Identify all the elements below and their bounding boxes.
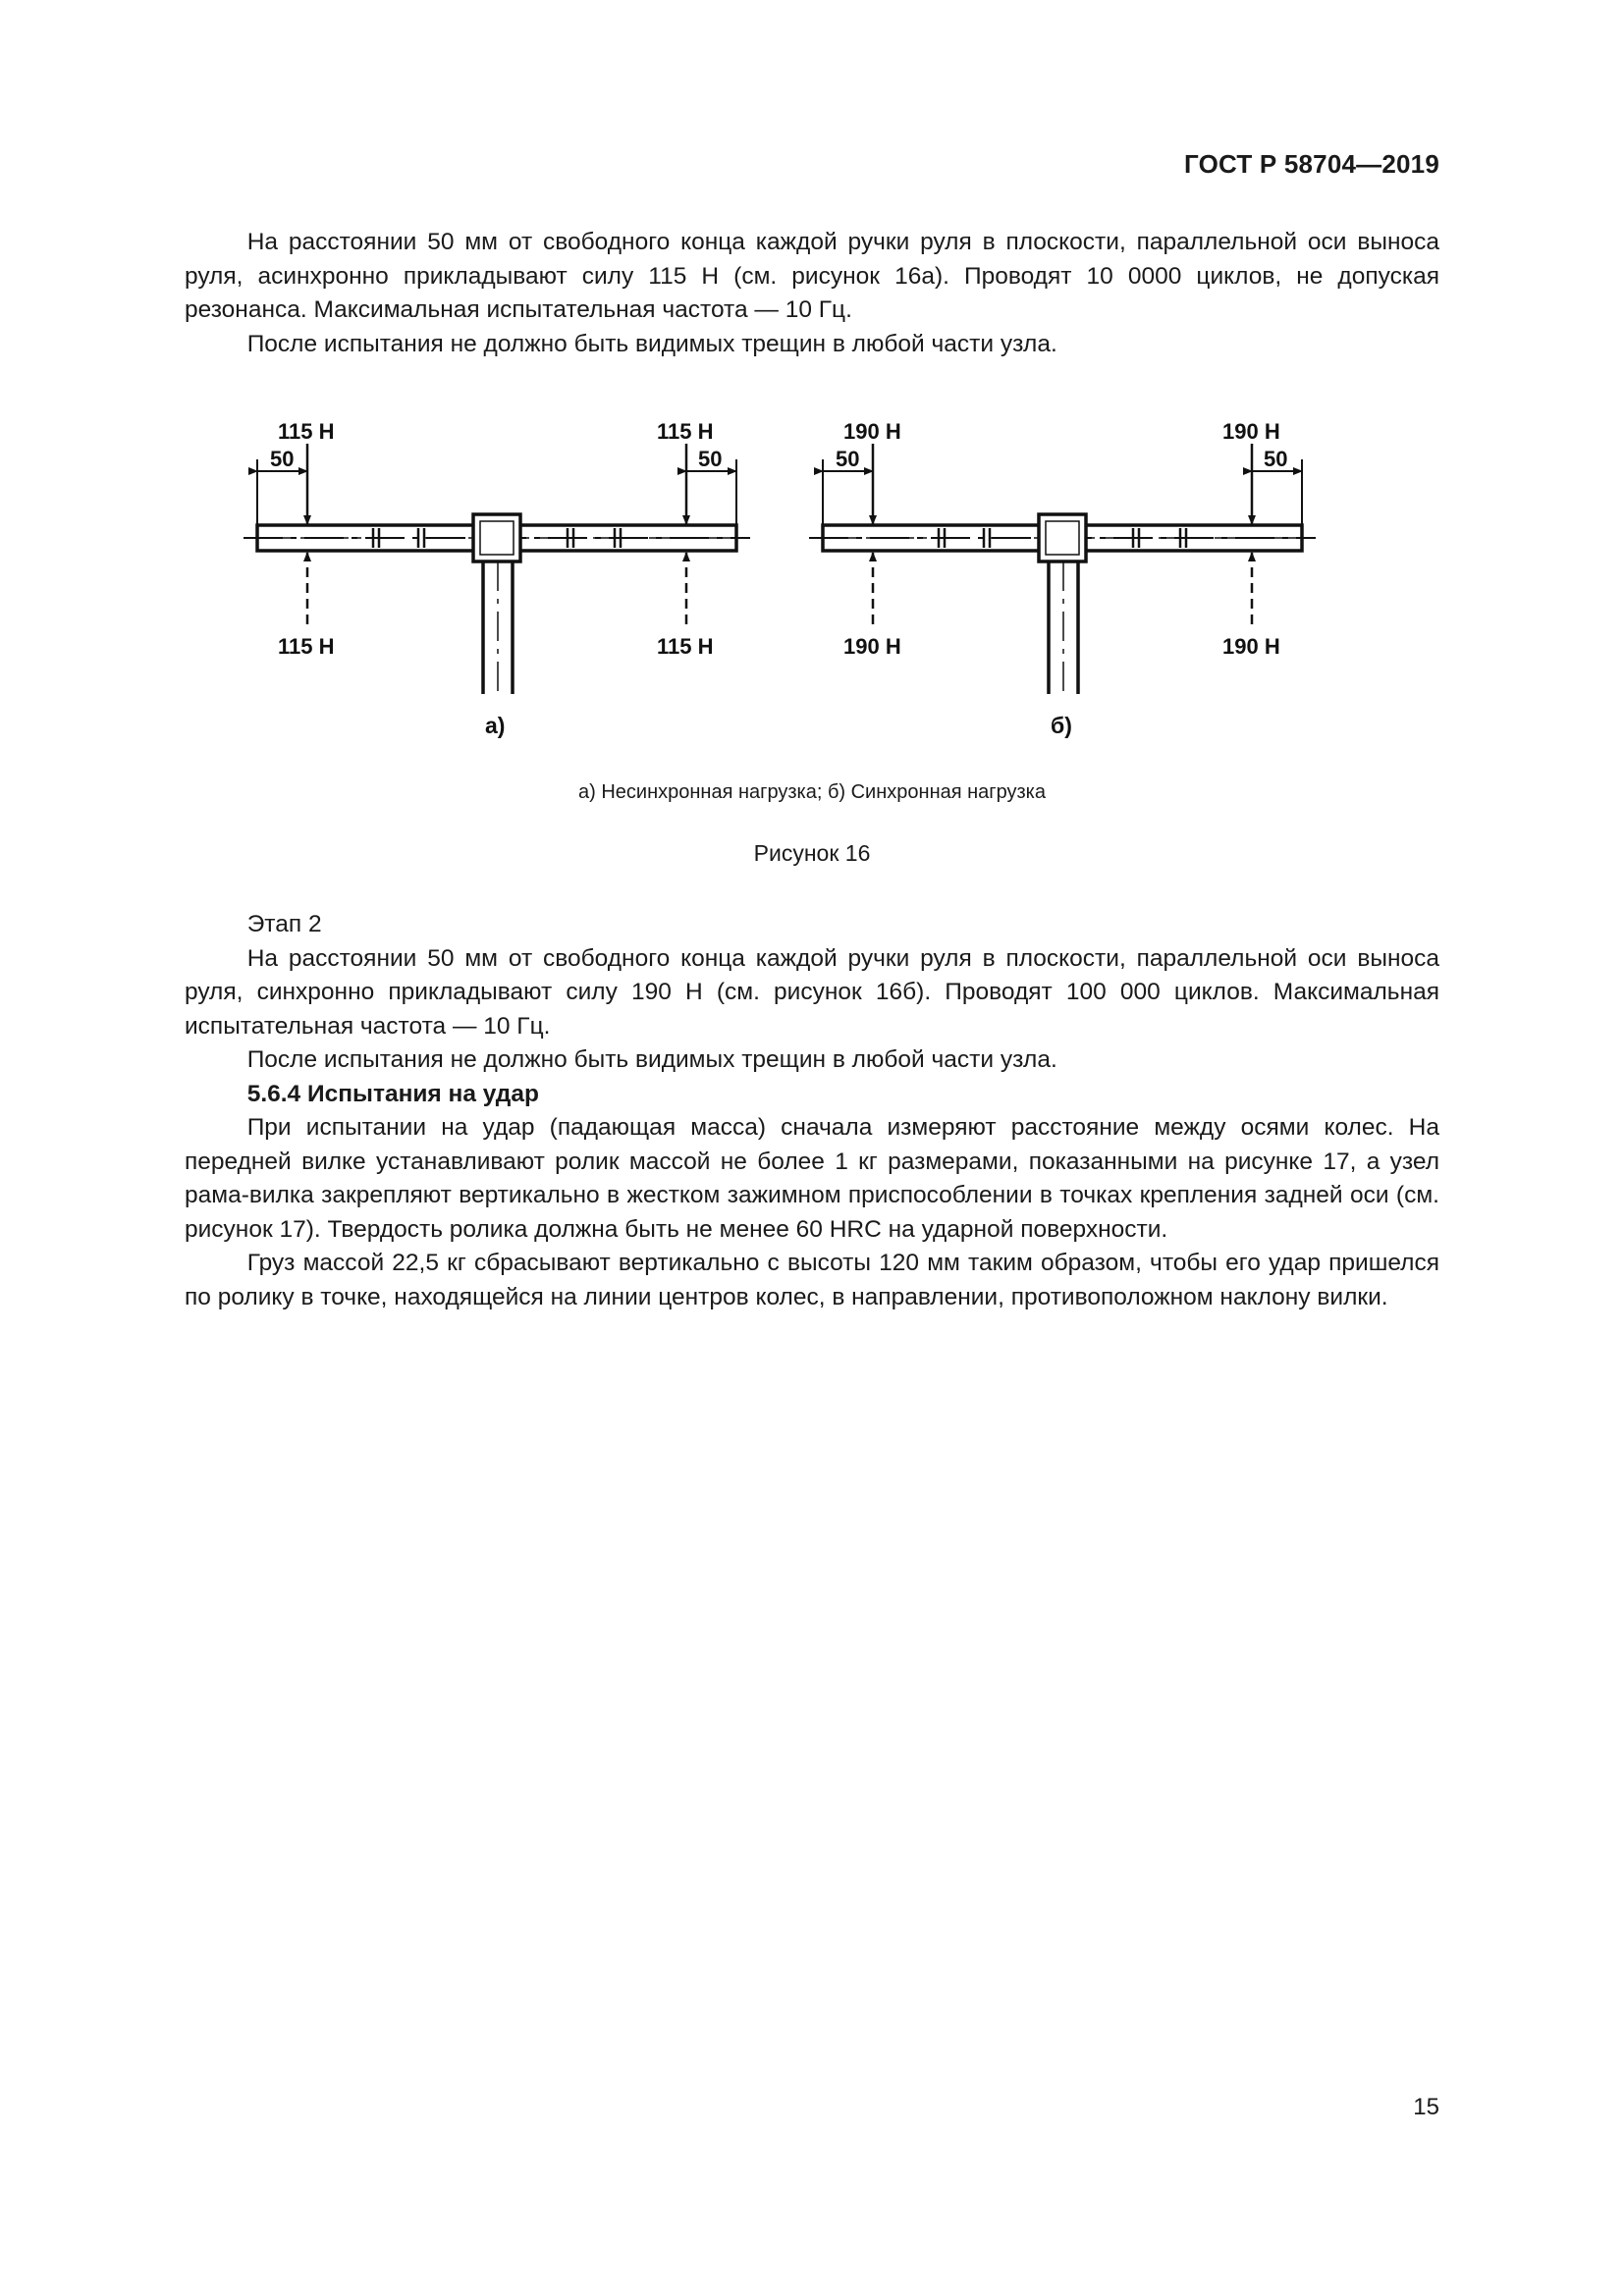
subfigure-label-b: б)	[1051, 713, 1072, 738]
force-label-top-right: 115 Н	[657, 419, 714, 444]
dimension-label-left: 50	[270, 447, 295, 471]
force-label-bottom-left: 190 Н	[843, 634, 901, 659]
text-block-lower	[185, 908, 1439, 1314]
stage-heading: Этап 2	[246, 911, 322, 937]
paragraph: Груз массой 22,5 кг сбрасывают вертикально с высоты 120 мм таким образом, чтобы его удар пришелся по ролику в точке, находящейся на линии центров колес, в направлении, противоположном наклону вилки.	[185, 1250, 1439, 1310]
subfigure-a	[244, 419, 750, 738]
force-label-bottom-left: 115 Н	[278, 634, 335, 659]
force-label-bottom-right: 190 Н	[1222, 634, 1280, 659]
force-label-bottom-right: 115 Н	[657, 634, 714, 659]
paragraph: На расстоянии 50 мм от свободного конца каждой ручки руля в плоскости, параллельной оси выноса руля, асинхронно прикладывают силу 115 Н (см. рисунок 16а). Проводят 10 0000 циклов, не допуская резонанса. Максимальная испытательная частота — 10 Гц.	[185, 229, 1439, 323]
dimension-label-right: 50	[1264, 447, 1288, 471]
text-block-upper	[185, 226, 1439, 361]
subfigure-label-a: а)	[485, 713, 506, 738]
figure-16	[0, 402, 1624, 775]
figure-title: Рисунок 16	[753, 840, 871, 866]
subfigure-b	[809, 419, 1316, 738]
figure-caption: а) Несинхронная нагрузка; б) Синхронная нагрузка	[578, 781, 1046, 803]
force-label-top-left: 190 Н	[843, 419, 901, 444]
paragraph: После испытания не должно быть видимых трещин в любой части узла.	[246, 330, 1057, 357]
dimension-label-right: 50	[698, 447, 723, 471]
paragraph: После испытания не должно быть видимых трещин в любой части узла.	[246, 1046, 1057, 1073]
force-label-top-left: 115 Н	[278, 419, 335, 444]
page-number: 15	[1413, 2094, 1439, 2120]
force-label-top-right: 190 Н	[1222, 419, 1280, 444]
figure-16-drawing	[0, 402, 1624, 775]
paragraph: При испытании на удар (падающая масса) сначала измеряют расстояние между осями колес. На передней вилке устанавливают ролик массой не более 1 кг размерами, показанными на рисунке 17, а узел рама-вилка закрепляют вертикально в жестком зажимном приспособлении в точках крепления задней оси (см. рисунок 17). Твердость ролика должна быть не менее 60 HRC на ударной поверхности.	[185, 1114, 1439, 1243]
paragraph: На расстоянии 50 мм от свободного конца каждой ручки руля в плоскости, параллельной оси выноса руля, синхронно прикладывают силу 190 Н (см. рисунок 16б). Проводят 100 000 циклов. Максимальная испытательная частота — 10 Гц.	[185, 944, 1439, 1040]
section-heading: 5.6.4 Испытания на удар	[246, 1080, 539, 1107]
document-code: ГОСТ Р 58704—2019	[1184, 149, 1439, 179]
dimension-label-left: 50	[836, 447, 860, 471]
